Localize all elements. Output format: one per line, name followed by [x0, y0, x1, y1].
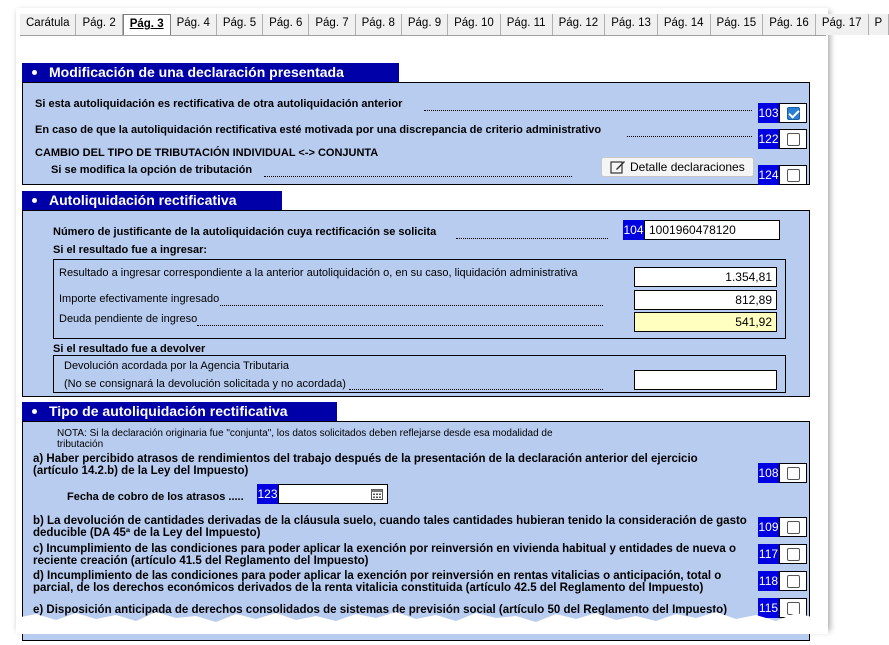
- box-number-124: 124: [758, 165, 779, 185]
- section-header-tipo: [22, 402, 337, 421]
- tab-10[interactable]: Pág. 11: [501, 14, 553, 35]
- checkbox-wrap-122: [779, 129, 807, 149]
- bullet-icon: [32, 409, 37, 414]
- label-b-line2: deducible (DA 45ª de la Ley del Impuesto): [33, 527, 261, 539]
- label-ingresar: Si el resultado fue a ingresar:: [53, 244, 208, 256]
- section-header-modificacion: [22, 63, 399, 82]
- resultado-input[interactable]: 1.354,81: [634, 267, 777, 287]
- box-number-117: 117: [758, 544, 779, 564]
- deuda-output: 541,92: [634, 312, 777, 332]
- bullet-icon: [32, 198, 37, 203]
- devolucion-input[interactable]: [634, 370, 777, 390]
- label-d-line2: parcial, de los derechos económicos derivados de la renta vitalicia constituida (artículo 42.5 del Reglamento del Impuesto): [33, 582, 704, 594]
- tab-16[interactable]: Pág. 17: [816, 14, 869, 35]
- tab-3[interactable]: Pág. 4: [171, 14, 217, 35]
- leader-dots: [456, 238, 608, 239]
- box-number-108: 108: [758, 463, 779, 483]
- checkbox-wrap-118: [779, 571, 807, 591]
- tab-17[interactable]: P: [869, 14, 889, 35]
- checkbox-wrap-117: [779, 544, 807, 564]
- label-d-line1: d) Incumplimiento de las condiciones para poder aplicar la exención por reinversión en rentas vitalicias o anticipación, total o: [33, 570, 722, 582]
- section-title: Tipo de autoliquidación rectificativa: [49, 403, 288, 419]
- label-justificante: Número de justificante de la autoliquidación cuya rectificación se solicita: [53, 226, 437, 238]
- calendar-icon[interactable]: [371, 488, 383, 500]
- label-devolucion-1: Devolución acordada por la Agencia Tributaria: [64, 360, 290, 372]
- section-title: Autoliquidación rectificativa: [49, 192, 237, 208]
- label-resultado: Resultado a ingresar correspondiente a la anterior autoliquidación o, en su caso, liquidación administrativa: [59, 267, 578, 279]
- checkbox-atrasos[interactable]: [787, 467, 800, 480]
- checkbox-wrap-124: [779, 165, 807, 185]
- checkbox-discrepancia[interactable]: [787, 133, 800, 146]
- tab-15[interactable]: Pág. 16: [763, 14, 816, 35]
- leader-dots: [220, 305, 603, 306]
- label-devolver: Si el resultado fue a devolver: [53, 343, 206, 355]
- label-a-line2: (artículo 14.2.b) de la Ley del Impuesto): [33, 465, 249, 477]
- checkbox-rectificativa[interactable]: [787, 107, 800, 120]
- tab-1[interactable]: Pág. 2: [76, 14, 122, 35]
- leader-dots: [197, 325, 603, 326]
- leader-dots: [627, 136, 752, 137]
- devolver-box: [53, 355, 786, 393]
- box-number-118: 118: [758, 571, 779, 591]
- nota-text: NOTA: Si la declaración originaria fue "conjunta", los datos solicitados deben reflejarse desde esa modalidad de tributación: [57, 428, 553, 450]
- label-b-line1: b) La devolución de cantidades derivadas de la cláusula suelo, cuando tales cantidades hubieran tenido la consideración de gasto: [33, 515, 747, 527]
- tab-0[interactable]: Carátula: [20, 14, 76, 35]
- label-discrepancia: En caso de que la autoliquidación rectificativa esté motivada por una discrepancia de criterio administrativo: [35, 124, 602, 136]
- label-deuda: Deuda pendiente de ingreso: [59, 313, 198, 325]
- tab-7[interactable]: Pág. 8: [356, 14, 402, 35]
- box-number-109: 109: [758, 517, 779, 537]
- checkbox-clausula-suelo[interactable]: [787, 521, 800, 534]
- label-c-line2: reciente creación (artículo 41.5 del Reglamento del Impuesto): [33, 555, 369, 567]
- edit-icon: [610, 160, 626, 174]
- checkbox-rentas-vitalicias[interactable]: [787, 575, 800, 588]
- box-number-123: 123: [257, 484, 278, 504]
- checkbox-wrap-108: [779, 463, 807, 483]
- label-modifica-opcion: Si se modifica la opción de tributación: [51, 164, 253, 176]
- tab-9[interactable]: Pág. 10: [448, 14, 501, 35]
- leader-dots: [264, 176, 572, 177]
- label-e-line1: e) Disposición anticipada de derechos consolidados de sistemas de previsión social (artículo 50 del Reglamento del Impuesto): [33, 604, 728, 616]
- checkbox-wrap-103: [779, 103, 807, 123]
- checkbox-reinversion-vivienda[interactable]: [787, 548, 800, 561]
- tab-5[interactable]: Pág. 6: [263, 14, 309, 35]
- checkbox-wrap-109: [779, 517, 807, 537]
- leader-dots: [349, 389, 603, 390]
- section-header-rectificativa: [22, 191, 282, 210]
- bullet-icon: [32, 70, 37, 75]
- detalle-declaraciones-button[interactable]: [601, 157, 754, 177]
- ingresar-box: [53, 259, 786, 339]
- tab-2[interactable]: Pág. 3: [123, 14, 171, 35]
- box-number-115: 115: [758, 598, 779, 618]
- label-importe: Importe efectivamente ingresado: [59, 293, 220, 305]
- tab-14[interactable]: Pág. 15: [711, 14, 764, 35]
- box-number-122: 122: [758, 129, 779, 149]
- importe-input[interactable]: 812,89: [634, 290, 777, 310]
- tab-13[interactable]: Pág. 14: [658, 14, 711, 35]
- page-tabs: [20, 14, 883, 36]
- form-sheet: [16, 8, 883, 628]
- justificante-input[interactable]: 1001960478120: [644, 220, 780, 240]
- tab-11[interactable]: Pág. 12: [553, 14, 606, 35]
- label-cambio-tributacion: CAMBIO DEL TIPO DE TRIBUTACIÓN INDIVIDUAL <-> CONJUNTA: [35, 147, 379, 159]
- label-rectificativa: Si esta autoliquidación es rectificativa de otra autoliquidación anterior: [35, 98, 403, 110]
- box-number-104: 104: [623, 220, 644, 240]
- tab-12[interactable]: Pág. 13: [605, 14, 658, 35]
- detalle-button-label: Detalle declaraciones: [630, 160, 745, 174]
- label-devolucion-2: (No se consignará la devolución solicitada y no acordada): [64, 378, 346, 390]
- label-fecha-cobro: Fecha de cobro de los atrasos .....: [67, 491, 244, 503]
- leader-dots: [424, 110, 752, 111]
- section-title: Modificación de una declaración presentada: [49, 64, 344, 80]
- label-a-line1: a) Haber percibido atrasos de rendimientos del trabajo después de la presentación de la declaración anterior del ejercicio: [33, 453, 698, 465]
- tab-4[interactable]: Pág. 5: [217, 14, 263, 35]
- checkbox-modifica-opcion[interactable]: [787, 169, 800, 182]
- tab-8[interactable]: Pág. 9: [402, 14, 448, 35]
- torn-edge: [16, 604, 828, 634]
- panel-rectificativa: [22, 210, 810, 397]
- label-c-line1: c) Incumplimiento de las condiciones para poder aplicar la exención por reinversión en vivienda habitual y entidades de nueva o: [33, 543, 736, 555]
- panel-modificacion: [22, 82, 810, 185]
- box-number-103: 103: [758, 103, 779, 123]
- tab-6[interactable]: Pág. 7: [309, 14, 355, 35]
